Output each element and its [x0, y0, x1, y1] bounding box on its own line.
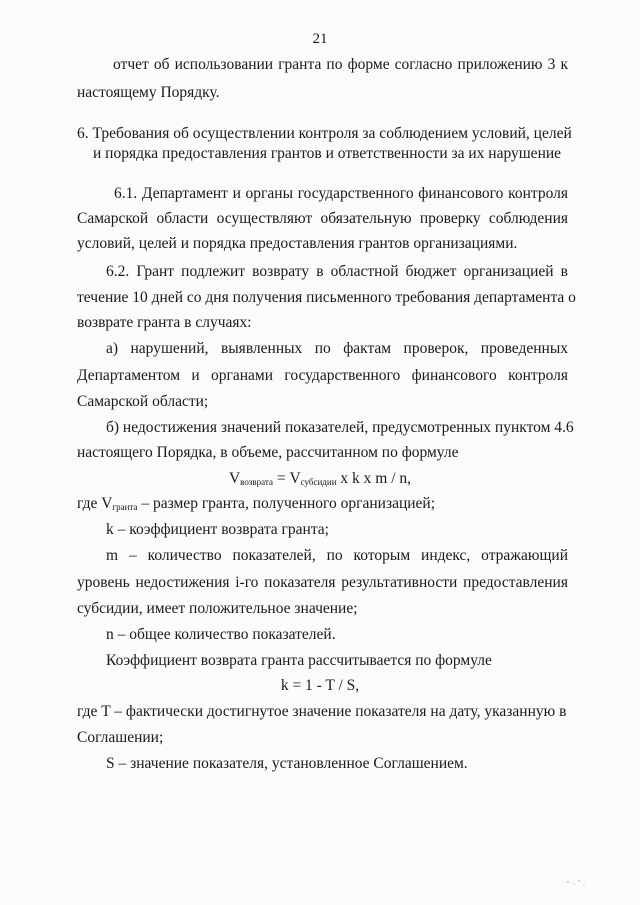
text-line: б) недостижения значений показателей, предусмотренных пунктом 4.6 — [106, 419, 574, 436]
text-line: субсидии, имеет положительное значение; — [77, 600, 358, 617]
text-line: Самарской области; — [77, 393, 209, 410]
formula-return-amount: $V_{возврата} = V_{субсидии}$ x k x m / n, — [228, 470, 412, 487]
text-line: S – значение показателя, установленное Соглашением. — [106, 755, 468, 772]
text-line: m – количество показателей, по которым индекс, отражающий — [106, 547, 568, 564]
text-line: течение 10 дней со дня получения письменного требования департамента о — [77, 289, 576, 306]
text-line: n – общее количество показателей. — [106, 626, 336, 643]
text-line: уровень недостижения i-го показателя результативности предоставления — [77, 574, 568, 591]
section-heading: и порядка предоставления грантов и ответственности за их нарушение — [93, 145, 562, 162]
text-line: Коэффициент возврата гранта рассчитывается по формуле — [106, 652, 492, 669]
text-line: отчет об использовании гранта по форме согласно приложению 3 к — [113, 56, 568, 73]
text-line: 6.1. Департамент и органы государственного финансового контроля — [114, 185, 568, 202]
text-line: а) нарушений, выявленных по фактам проверок, проведенных — [106, 340, 568, 357]
text-line: k – коэффициент возврата гранта; — [106, 521, 329, 538]
page-number: 21 — [312, 31, 328, 47]
text-line: Департаментом и органами государственного финансового контроля — [77, 367, 568, 384]
text-line: Самарской области осуществляют обязательную проверку соблюдения — [77, 210, 568, 227]
text-line: возврате гранта в случаях: — [77, 314, 252, 331]
text-line: Соглашении; — [77, 729, 164, 746]
scan-speck-mark — [565, 878, 587, 888]
text-line: условий, целей и порядка предоставления грантов организациями. — [77, 235, 518, 252]
text-line: настоящего Порядка, в объеме, рассчитанном по формуле — [77, 444, 459, 461]
text-line: 6.2. Грант подлежит возврату в областной бюджет организацией в — [106, 263, 568, 280]
section-heading: 6. Требования об осуществлении контроля за соблюдением условий, целей — [77, 125, 572, 142]
text-line: настоящему Порядку. — [77, 84, 220, 101]
text-line: где $V_{гранта}$ – размер гранта, полученного организацией; — [77, 495, 436, 512]
text-line: где T – фактически достигнутое значение показателя на дату, указанную в — [77, 703, 567, 720]
formula-coefficient: k = 1 - T / S, — [280, 677, 360, 694]
